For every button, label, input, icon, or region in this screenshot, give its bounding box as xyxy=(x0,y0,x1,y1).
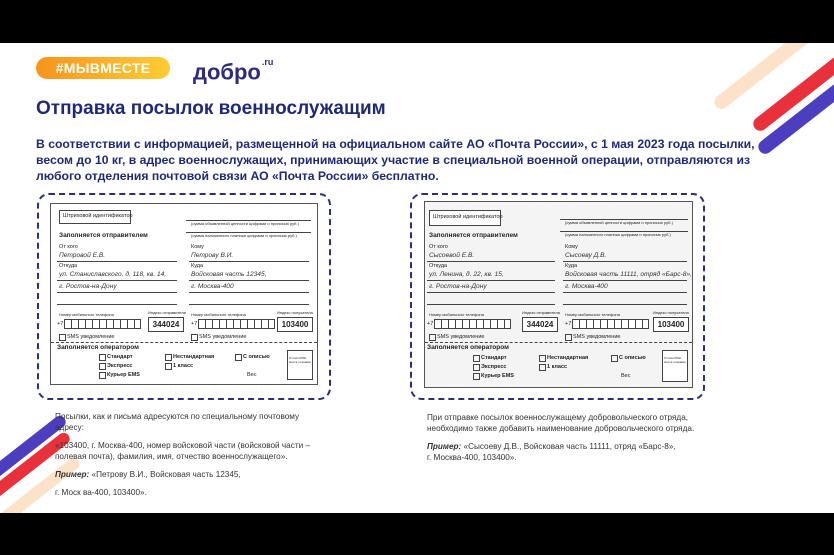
sms-label: SMS уведомление xyxy=(437,334,485,340)
phone-label-to: Номер мобильного телефона xyxy=(191,312,246,317)
intro-paragraph xyxy=(36,136,766,184)
operator-divider xyxy=(51,342,317,343)
ems-label: Курьер EMS xyxy=(107,372,140,378)
weight-label: Вес xyxy=(621,373,631,379)
note-left-example-2: г. Моск ва-400, 103400». xyxy=(55,488,147,497)
express-label: Экспресс xyxy=(481,364,507,370)
example-text: «Петрову В.И., Войсковая часть 12345, xyxy=(89,470,241,479)
line xyxy=(427,261,555,262)
from-address-1: ул. Станиславского, д. 118, кв. 14, xyxy=(59,271,167,278)
barcode-label: Штриховой идентификатор xyxy=(433,214,503,220)
example-label: Пример: xyxy=(427,442,462,451)
standard-checkbox xyxy=(99,354,106,361)
operator-header: Заполняется оператором xyxy=(427,344,509,351)
standard-label: Стандарт xyxy=(481,355,507,361)
recipient-index: 103400 xyxy=(653,317,689,332)
from-address-2: г. Ростов-на-Дону xyxy=(429,283,487,290)
nonstandard-checkbox xyxy=(539,355,546,362)
to-label: Кому xyxy=(191,244,204,250)
whence-label: Откуда xyxy=(429,263,448,269)
line xyxy=(563,280,687,281)
postmark-label: Оттиск КПШ места отправки xyxy=(289,356,311,364)
first-class-checkbox xyxy=(539,364,546,371)
sms-label: SMS уведомление xyxy=(67,334,115,340)
recipient-index-label: Индекс получателя xyxy=(653,310,689,315)
first-class-label: 1 класс xyxy=(173,363,194,369)
declared-value-label: (сумма объявленной ценности цифрами и прописью руб.) xyxy=(191,221,299,226)
to-address-1: Войсковая часть 11111, отряд «Барс-8», xyxy=(565,271,692,278)
line xyxy=(57,280,177,281)
intro-emphasis: бесплатно xyxy=(371,169,436,183)
from-label: От кого xyxy=(59,244,78,250)
sms-checkbox xyxy=(429,334,436,341)
logo-text: добро xyxy=(193,59,261,85)
sender-header: Заполняется отправителем xyxy=(429,232,518,239)
intro-end: . xyxy=(435,169,439,183)
sms-label-to: SMS уведомление xyxy=(199,334,247,340)
sender-index-label: Индекс отправителя xyxy=(522,310,560,315)
from-address-1: ул. Ленина, д. 22, кв. 15, xyxy=(429,271,504,278)
line xyxy=(563,304,687,305)
express-checkbox xyxy=(99,363,106,370)
from-name: Сысоевой Е.В. xyxy=(429,252,475,259)
express-label: Экспресс xyxy=(107,363,133,369)
express-checkbox xyxy=(473,364,480,371)
line xyxy=(57,292,177,293)
to-address-2: г. Москва-400 xyxy=(565,283,608,290)
line xyxy=(427,280,555,281)
note-right-example xyxy=(427,441,697,452)
description-checkbox xyxy=(235,354,242,361)
phone-cells xyxy=(434,319,511,329)
phone-cells-to xyxy=(572,319,649,329)
parcel-form-left xyxy=(50,203,318,385)
postmark-box xyxy=(287,350,313,380)
line xyxy=(427,304,555,305)
phone-prefix-to: +7 xyxy=(565,321,572,327)
description-label: С описью xyxy=(243,354,270,360)
line xyxy=(57,261,177,262)
example-text: «Сысоеву Д.В., Войсковая часть 11111, отряд «Барс-8», xyxy=(461,442,676,451)
parcel-form-right xyxy=(424,201,693,388)
note-right xyxy=(427,412,697,470)
sms-checkbox-to xyxy=(191,334,198,341)
note-right-example-2: г. Москва-400, 103400». xyxy=(427,453,517,462)
hashtag-badge: #МЫВМЕСТЕ xyxy=(36,57,170,79)
where-label: Куда xyxy=(565,263,578,269)
phone-cells xyxy=(64,319,141,329)
phone-label-to: Номер мобильного телефона xyxy=(565,312,620,317)
first-class-label: 1 класс xyxy=(547,364,568,370)
phone-label: Номер мобильного телефона xyxy=(59,312,114,317)
nonstandard-label: Нестандартная xyxy=(173,354,215,360)
to-name: Сысоеву Д.В. xyxy=(565,252,607,259)
from-label: От кого xyxy=(429,244,448,250)
first-class-checkbox xyxy=(165,363,172,370)
line xyxy=(563,261,687,262)
note-left-p1: Посылки, как и письма адресуются по специальному почтовому адресу: xyxy=(55,412,300,432)
sender-index: 344024 xyxy=(148,317,184,332)
sender-header: Заполняется отправителем xyxy=(59,232,148,239)
recipient-index: 103400 xyxy=(277,317,313,332)
note-left-p2: «103400, г. Москва-400, номер войсковой части (войсковой части – полевая почта), фамилия, имя, отчество военнослужащего». xyxy=(55,441,310,461)
line xyxy=(189,261,309,262)
line xyxy=(563,292,687,293)
nonstandard-checkbox xyxy=(165,354,172,361)
sms-label-to: SMS уведомление xyxy=(573,334,621,340)
cod-label: (сумма наложенного платежа цифрами и прописью руб.) xyxy=(565,232,671,237)
description-checkbox xyxy=(611,355,618,362)
recipient-index-label: Индекс получателя xyxy=(277,310,313,315)
line xyxy=(57,304,177,305)
operator-header: Заполняется оператором xyxy=(57,344,139,351)
phone-cells-to xyxy=(198,319,275,329)
nonstandard-label: Нестандартная xyxy=(547,355,589,361)
line xyxy=(189,304,309,305)
phone-prefix: +7 xyxy=(427,321,434,327)
to-name: Петрову В.И. xyxy=(191,252,234,259)
sms-checkbox xyxy=(59,334,66,341)
to-address-1: Войсковая часть 12345, xyxy=(191,271,267,278)
phone-label: Номер мобильного телефона xyxy=(429,312,484,317)
page-title: Отправка посылок военнослужащим xyxy=(36,98,386,119)
weight-label: Вес xyxy=(247,372,257,378)
whence-label: Откуда xyxy=(59,263,78,269)
postmark-label: Оттиск КПШ места отправки xyxy=(664,356,686,364)
example-label: Пример: xyxy=(55,470,90,479)
standard-label: Стандарт xyxy=(107,354,133,360)
note-right-p1: При отправке посылок военнослужащему добровольческого отряда, необходимо также добавить наименование добровольческого отряда. xyxy=(427,413,695,433)
declared-value-label: (сумма объявленной ценности цифрами и прописью руб.) xyxy=(565,220,673,225)
operator-divider xyxy=(425,342,692,343)
to-address-2: г. Москва-400 xyxy=(191,283,234,290)
sender-index-label: Индекс отправителя xyxy=(148,310,186,315)
dobro-logo xyxy=(193,55,273,85)
logo-domain: .ru xyxy=(261,57,274,67)
sms-checkbox-to xyxy=(565,334,572,341)
line xyxy=(189,280,309,281)
cod-label: (сумма наложенного платежа цифрами и прописью руб.) xyxy=(191,233,297,238)
ems-label: Курьер EMS xyxy=(481,373,514,379)
where-label: Куда xyxy=(191,263,204,269)
from-address-2: г. Ростов-на-Дону xyxy=(59,283,117,290)
sender-index: 344024 xyxy=(522,317,558,332)
from-name: Петровой Е.В. xyxy=(59,252,106,259)
postmark-box xyxy=(662,350,688,382)
ems-checkbox xyxy=(99,372,106,379)
intro-text: В соответствии с информацией, размещенной на официальном сайте АО «Почта России», с 1 мая 2023 года посылки, весом до 10 кг, в адрес военнослужащих, принимающих участие в специальной военной операции, отправляются из любого отделения почтовой связи АО «Почта России» xyxy=(36,137,755,183)
note-left xyxy=(55,411,315,505)
standard-checkbox xyxy=(473,355,480,362)
note-left-example xyxy=(55,469,315,480)
line xyxy=(189,292,309,293)
line xyxy=(427,292,555,293)
slide xyxy=(0,43,834,513)
description-label: С описью xyxy=(619,355,646,361)
ems-checkbox xyxy=(473,373,480,380)
phone-prefix: +7 xyxy=(57,321,64,327)
barcode-label: Штриховой идентификатор xyxy=(63,213,133,219)
phone-prefix-to: +7 xyxy=(191,321,198,327)
to-label: Кому xyxy=(565,244,578,250)
